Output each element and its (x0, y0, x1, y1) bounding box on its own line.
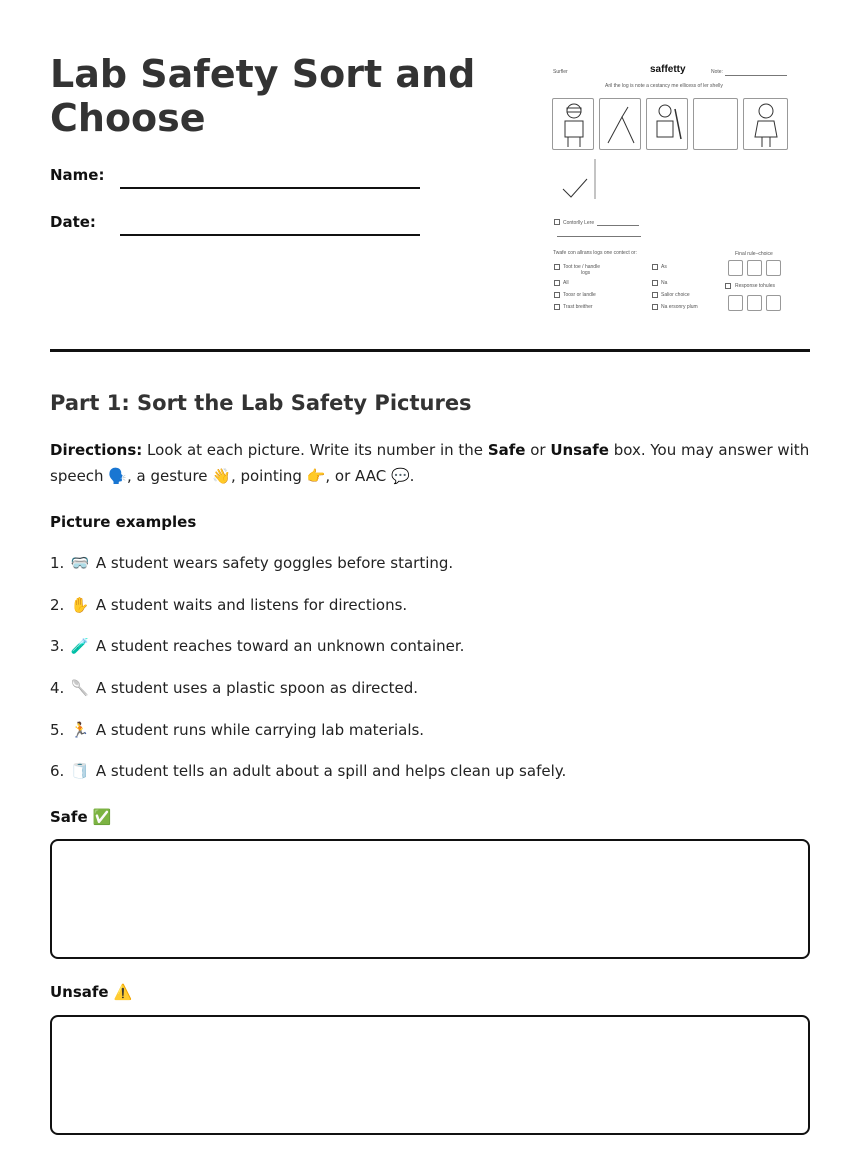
thumbnail-line (557, 236, 641, 237)
name-label: Name: (50, 166, 105, 184)
example-text: A student runs while carrying lab materials. (95, 721, 425, 739)
thumbnail-picture-box (743, 98, 788, 150)
thumbnail-right-item: Na ersonry plum (661, 304, 698, 310)
example-item (50, 721, 424, 739)
example-number: 2. (50, 596, 65, 614)
student-goggles-icon (553, 99, 595, 151)
thumbnail-right-item: As (661, 264, 667, 270)
thumbnail-answer-box (766, 260, 781, 276)
example-item (50, 762, 566, 780)
directions-text-b: or (525, 441, 551, 459)
thumbnail-answer-box (728, 260, 743, 276)
thumbnail-picture-box (599, 98, 641, 150)
example-text: A student waits and listens for directions. (95, 596, 408, 614)
thumbnail-answer-box (747, 260, 762, 276)
thumbnail-right-item: Salior choice (661, 292, 690, 298)
example-number: 5. (50, 721, 65, 739)
tool-icon (600, 99, 642, 151)
goggles-icon: 🥽 (70, 554, 90, 572)
name-field[interactable] (120, 187, 420, 189)
thumbnail-title: saffetty (650, 64, 686, 75)
directions-text-c: box. You may answer with speech 🗣️, a gesture 👋, pointing 👉, or AAC 💬. (50, 441, 810, 485)
date-label: Date: (50, 213, 96, 231)
thumbnail-checkbox (652, 264, 658, 270)
thumbnail-picture-box (646, 98, 688, 150)
example-number: 3. (50, 637, 65, 655)
thumbnail-checkbox (652, 280, 658, 286)
thumbnail-left-item: Trast breither (563, 304, 593, 310)
paper-towel-icon: 🧻 (70, 762, 90, 780)
checkmark-icon (557, 153, 607, 203)
worksheet-title: Lab Safety Sort and Choose (50, 52, 476, 140)
unsafe-label: Unsafe ⚠️ (50, 983, 133, 1001)
example-item (50, 554, 453, 572)
thumbnail-line (597, 225, 639, 226)
examples-heading: Picture examples (50, 513, 197, 531)
section-divider (50, 349, 810, 352)
example-item (50, 637, 464, 655)
unsafe-answer-box[interactable] (50, 1015, 810, 1135)
example-text: A student wears safety goggles before starting. (95, 554, 454, 572)
date-field[interactable] (120, 234, 420, 236)
thumbnail-left-item: logs (581, 270, 591, 276)
example-number: 6. (50, 762, 65, 780)
thumbnail-top-right: Note: (711, 69, 723, 75)
safe-label: Safe ✅ (50, 808, 112, 826)
thumbnail-right-item: Na (661, 280, 668, 286)
safe-answer-box[interactable] (50, 839, 810, 959)
directions-text (50, 437, 815, 489)
thumbnail-checkbox (554, 304, 560, 310)
example-item (50, 679, 418, 697)
spoon-icon: 🥄 (70, 679, 90, 697)
thumbnail-answer-box (766, 295, 781, 311)
directions-text-a: Look at each picture. Write its number in the (142, 441, 488, 459)
example-text: A student uses a plastic spoon as directed. (95, 679, 419, 697)
example-number: 4. (50, 679, 65, 697)
thumbnail-checkbox (554, 280, 560, 286)
thumbnail-left-item: Toosr or landle (563, 292, 596, 298)
thumbnail-picture-box-empty (693, 98, 738, 150)
part1-title: Part 1: Sort the Lab Safety Pictures (50, 391, 472, 415)
worksheet-thumbnail (547, 58, 795, 320)
thumbnail-right-header: Final rule–choice (735, 251, 773, 257)
thumbnail-response-label: Response tohules (735, 283, 776, 289)
unsafe-word: Unsafe (550, 441, 609, 459)
thumbnail-note-line (725, 75, 787, 76)
example-item (50, 596, 407, 614)
thumbnail-answer-box (747, 295, 762, 311)
thumbnail-list-header: Twafe con allrans logs one contect or: (553, 250, 637, 256)
thumbnail-checkbox (725, 283, 731, 289)
running-person-icon: 🏃 (70, 721, 90, 739)
thumbnail-left-item: Toot toe / handle (563, 264, 600, 270)
thumbnail-picture-box (552, 98, 594, 150)
safe-word: Safe (487, 441, 526, 459)
thumbnail-instruction: Aril the log is note a cestancy me ellicess of ler shelly (605, 83, 723, 89)
directions-label: Directions: (50, 441, 143, 459)
thumbnail-left-item: All (563, 280, 569, 286)
example-text: A student reaches toward an unknown container. (95, 637, 465, 655)
thumbnail-checkbox (652, 304, 658, 310)
thumbnail-top-left: Surfler (553, 69, 568, 75)
example-number: 1. (50, 554, 65, 572)
raised-hand-icon: ✋ (70, 596, 90, 614)
example-text: A student tells an adult about a spill and helps clean up safely. (95, 762, 567, 780)
test-tube-icon: 🧪 (70, 637, 90, 655)
student-tool-icon (647, 99, 689, 151)
thumbnail-checkbox (554, 219, 560, 225)
thumbnail-checkbox (554, 292, 560, 298)
thumbnail-answer-box (728, 295, 743, 311)
thumbnail-check-line: Contorlly Lere (563, 220, 595, 226)
thumbnail-checkbox (652, 292, 658, 298)
thumbnail-checkbox (554, 264, 560, 270)
student-girl-icon (744, 99, 789, 151)
